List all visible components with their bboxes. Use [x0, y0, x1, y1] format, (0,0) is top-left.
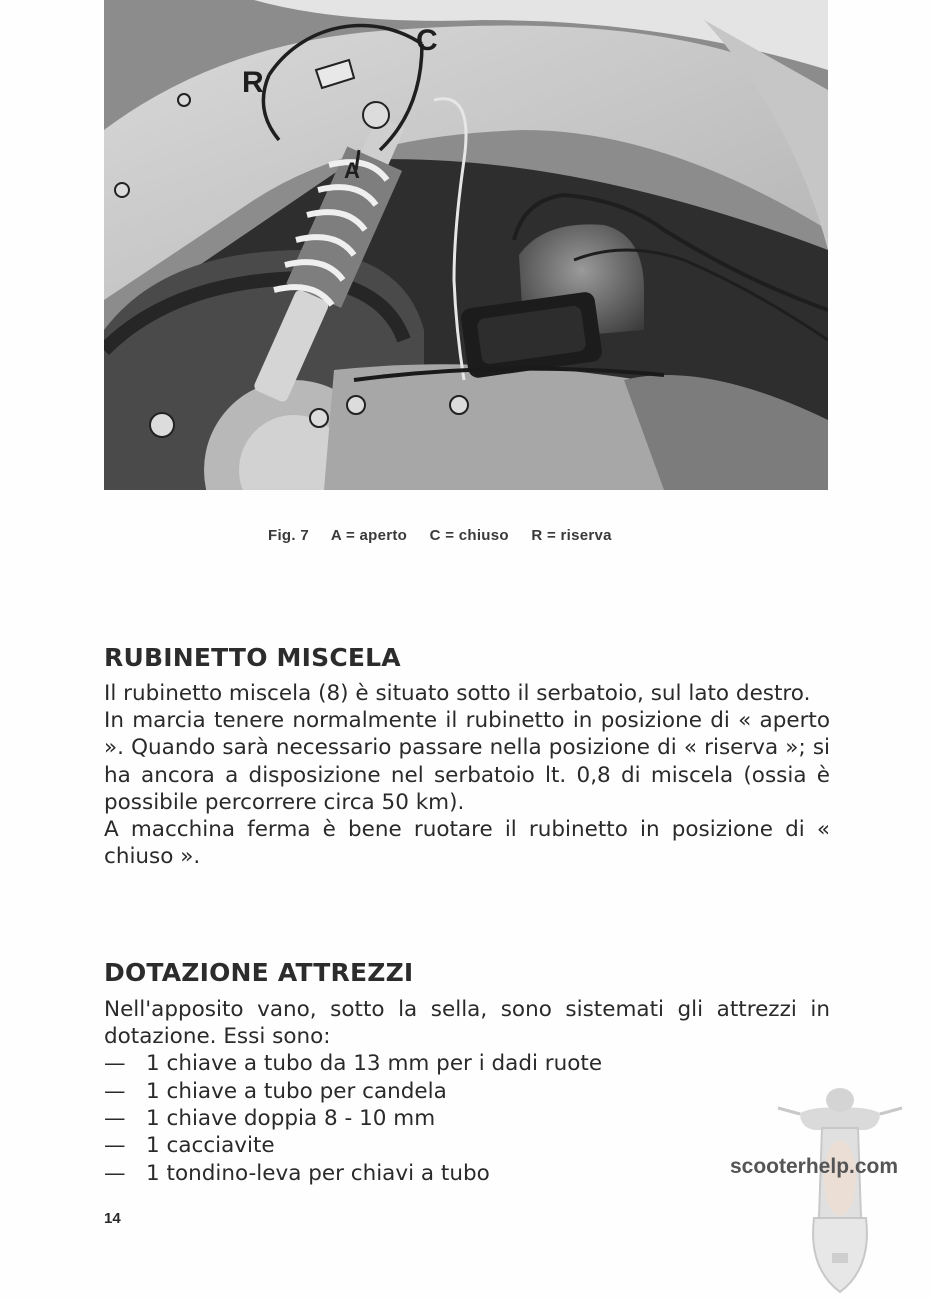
- list-dash: —: [104, 1106, 126, 1131]
- position-label-r: R: [242, 66, 264, 99]
- list-item: [104, 1105, 830, 1132]
- list-dash: —: [104, 1160, 126, 1186]
- caption-figure-number: Fig. 7: [268, 527, 309, 544]
- figure-caption: [268, 527, 630, 544]
- paragraph-tools-intro: Nell'apposito vano, sotto la sella, sono sistemati gli attrezzi in dotazione. Essi sono:: [104, 997, 830, 1050]
- scooter-rear-photo: [104, 0, 828, 490]
- section-heading-rubinetto: RUBINETTO MISCELA: [104, 643, 401, 672]
- section-dotazione-attrezzi: [104, 958, 830, 1187]
- list-item-text: 1 chiave a tubo da 13 mm per i dadi ruote: [146, 1051, 603, 1077]
- list-dash: —: [104, 1133, 126, 1159]
- figure-photo: [104, 0, 828, 490]
- watermark: [730, 1068, 920, 1298]
- caption-legend-a: A = aperto: [330, 527, 408, 544]
- list-item-text: 1 chiave a tubo per candela: [146, 1078, 447, 1104]
- position-label-a: A: [344, 158, 360, 183]
- list-item: [104, 1160, 830, 1187]
- paragraph-closed: A macchina ferma è bene ruotare il rubinetto in posizione di « chiuso ».: [104, 817, 830, 870]
- scooter-watermark-icon: [770, 1068, 910, 1298]
- list-dash: —: [104, 1078, 126, 1104]
- section-rubinetto-miscela: [104, 643, 830, 870]
- section-heading-attrezzi: DOTAZIONE ATTREZZI: [104, 958, 414, 987]
- list-item: [104, 1078, 830, 1105]
- page-number: 14: [104, 1210, 121, 1227]
- list-item: [104, 1050, 830, 1077]
- watermark-text: scooterhelp.com: [730, 1155, 899, 1178]
- list-item-text: 1 chiave doppia 8 - 10 mm: [146, 1106, 436, 1131]
- position-label-c: C: [416, 24, 438, 57]
- list-dash: —: [104, 1051, 126, 1077]
- paragraph-positions: In marcia tenere normalmente il rubinetto in posizione di « aperto ». Quando sarà necessario passare nella posizione di « riserva »; si ha ancora a disposizione nel serbatoio lt. 0,8 di miscela (ossia è possibile percorrere circa 50 km).: [104, 708, 830, 815]
- caption-legend-r: R = riserva: [531, 527, 612, 544]
- caption-legend-c: C = chiuso: [429, 527, 509, 544]
- paragraph-location: Il rubinetto miscela (8) è situato sotto il serbatoio, sul lato destro.: [104, 681, 811, 706]
- tool-list: [104, 1050, 830, 1186]
- list-item: [104, 1132, 830, 1159]
- list-item-text: 1 cacciavite: [146, 1133, 275, 1159]
- list-item-text: 1 tondino-leva per chiavi a tubo: [146, 1160, 490, 1186]
